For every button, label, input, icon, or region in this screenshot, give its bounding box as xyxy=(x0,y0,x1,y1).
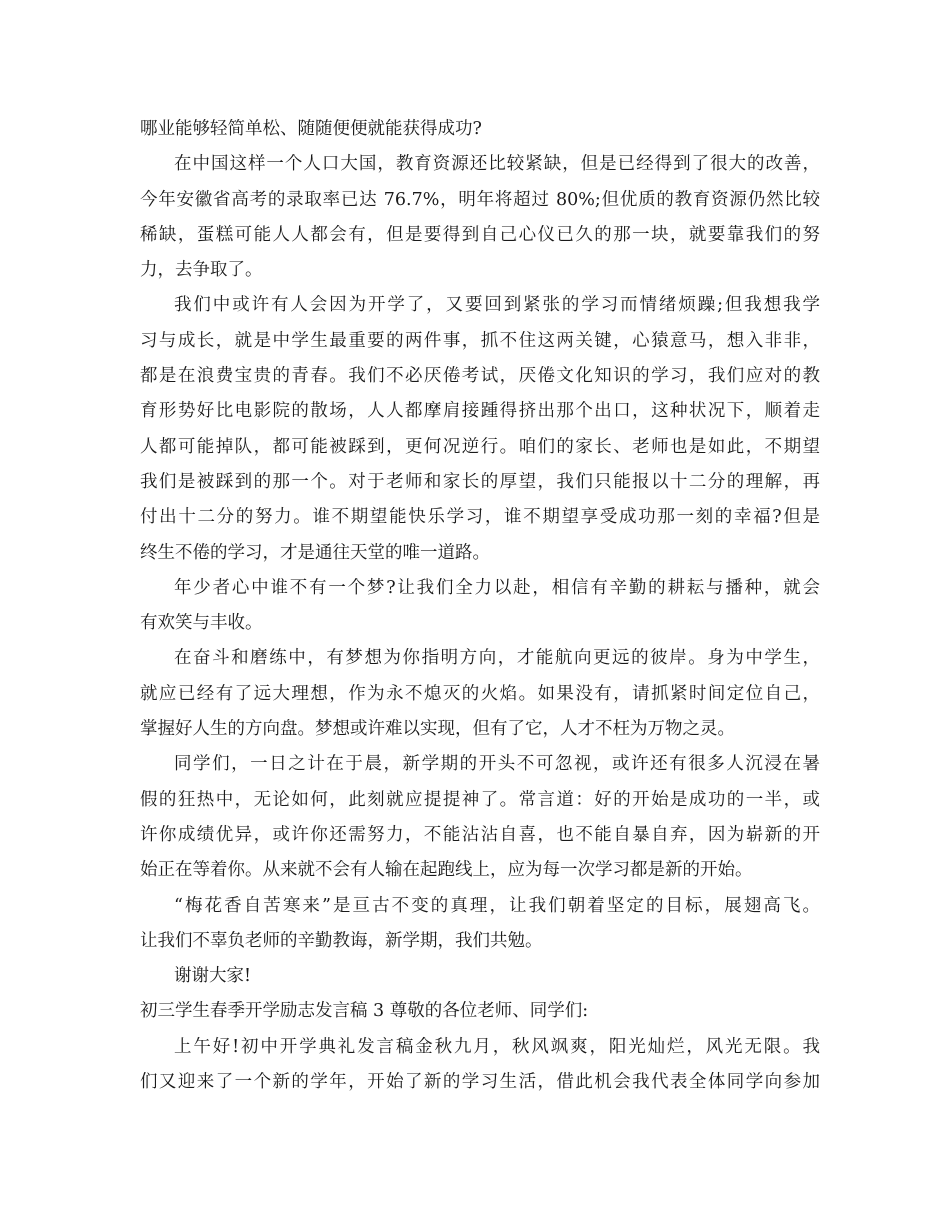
text-line: 们又迎来了一个新的学年，开始了新的学习生活，借此机会我代表全体同学向参加 xyxy=(140,1072,820,1093)
text-line: 力，去争取了。 xyxy=(140,260,263,281)
text-line: 有欢笑与丰收。 xyxy=(140,613,263,634)
text-line: 让我们不辜负老师的辛勤教诲，新学期，我们共勉。 xyxy=(140,930,543,951)
text-line: 我们中或许有人会因为开学了，又要回到紧张的学习而情绪烦躁;但我想我学 xyxy=(174,295,820,316)
text-line: 同学们，一日之计在于晨，新学期的开头不可忽视，或许还有很多人沉浸在暑 xyxy=(174,754,820,775)
text-line: 哪业能够轻简单松、随随便便就能获得成功? xyxy=(140,119,482,139)
text-line: 在奋斗和磨练中，有梦想为你指明方向，才能航向更远的彼岸。身为中学生， xyxy=(174,648,820,669)
text-line: 许你成绩优异，或许你还需努力，不能沾沾自喜，也不能自暴自弃，因为崭新的开 xyxy=(140,824,820,845)
text-line: 我们是被踩到的那一个。对于老师和家长的厚望，我们只能报以十二分的理解，再 xyxy=(140,471,820,492)
text-line: 习与成长，就是中学生最重要的两件事，抓不住这两关键，心猿意马，想入非非， xyxy=(140,330,820,351)
text-line: 就应已经有了远大理想，作为永不熄灭的火焰。如果没有，请抓紧时间定位自己， xyxy=(140,683,820,704)
text-line: “梅花香自苦寒来”是亘古不变的真理，让我们朝着坚定的目标，展翅高飞。 xyxy=(174,895,820,916)
text-line: 今年安徽省高考的录取率已达 76.7%，明年将超过 80%;但优质的教育资源仍然比较 xyxy=(140,189,820,210)
document-page xyxy=(140,112,820,1100)
text-line: 育形势好比电影院的散场，人人都摩肩接踵得挤出那个出口，这种状况下，顺着走 xyxy=(140,401,820,422)
text-line: 掌握好人生的方向盘。梦想或许难以实现，但有了它，人才不枉为万物之灵。 xyxy=(140,719,735,740)
text-line: 年少者心中谁不有一个梦?让我们全力以赴，相信有辛勤的耕耘与播种，就会 xyxy=(174,577,820,598)
text-line: 上午好!初中开学典礼发言稿金秋九月，秋风飒爽，阳光灿烂，风光无限。我 xyxy=(174,1036,820,1057)
text-line: 在中国这样一个人口大国，教育资源还比较紧缺，但是已经得到了很大的改善， xyxy=(174,154,820,175)
text-line: 终生不倦的学习，才是通往天堂的唯一道路。 xyxy=(140,542,490,563)
text-line: 人都可能掉队，都可能被踩到，更何况逆行。咱们的家长、老师也是如此，不期望 xyxy=(140,436,820,457)
text-line: 谢谢大家! xyxy=(174,966,252,987)
text-line: 都是在浪费宝贵的青春。我们不必厌倦考试，厌倦文化知识的学习，我们应对的教 xyxy=(140,366,820,387)
text-line: 稀缺，蛋糕可能人人都会有，但是要得到自己心仪已久的那一块，就要靠我们的努 xyxy=(140,224,820,245)
text-line: 始正在等着你。从来就不会有人输在起跑线上，应为每一次学习都是新的开始。 xyxy=(140,860,753,881)
text-line: 付出十二分的努力。谁不期望能快乐学习，谁不期望享受成功那一刻的幸福?但是 xyxy=(140,507,820,528)
text-line: 假的狂热中，无论如何，此刻就应提提神了。常言道：好的开始是成功的一半，或 xyxy=(140,789,820,810)
section-heading: 初三学生春季开学励志发言稿 3 尊敬的各位老师、同学们: xyxy=(140,1001,589,1022)
